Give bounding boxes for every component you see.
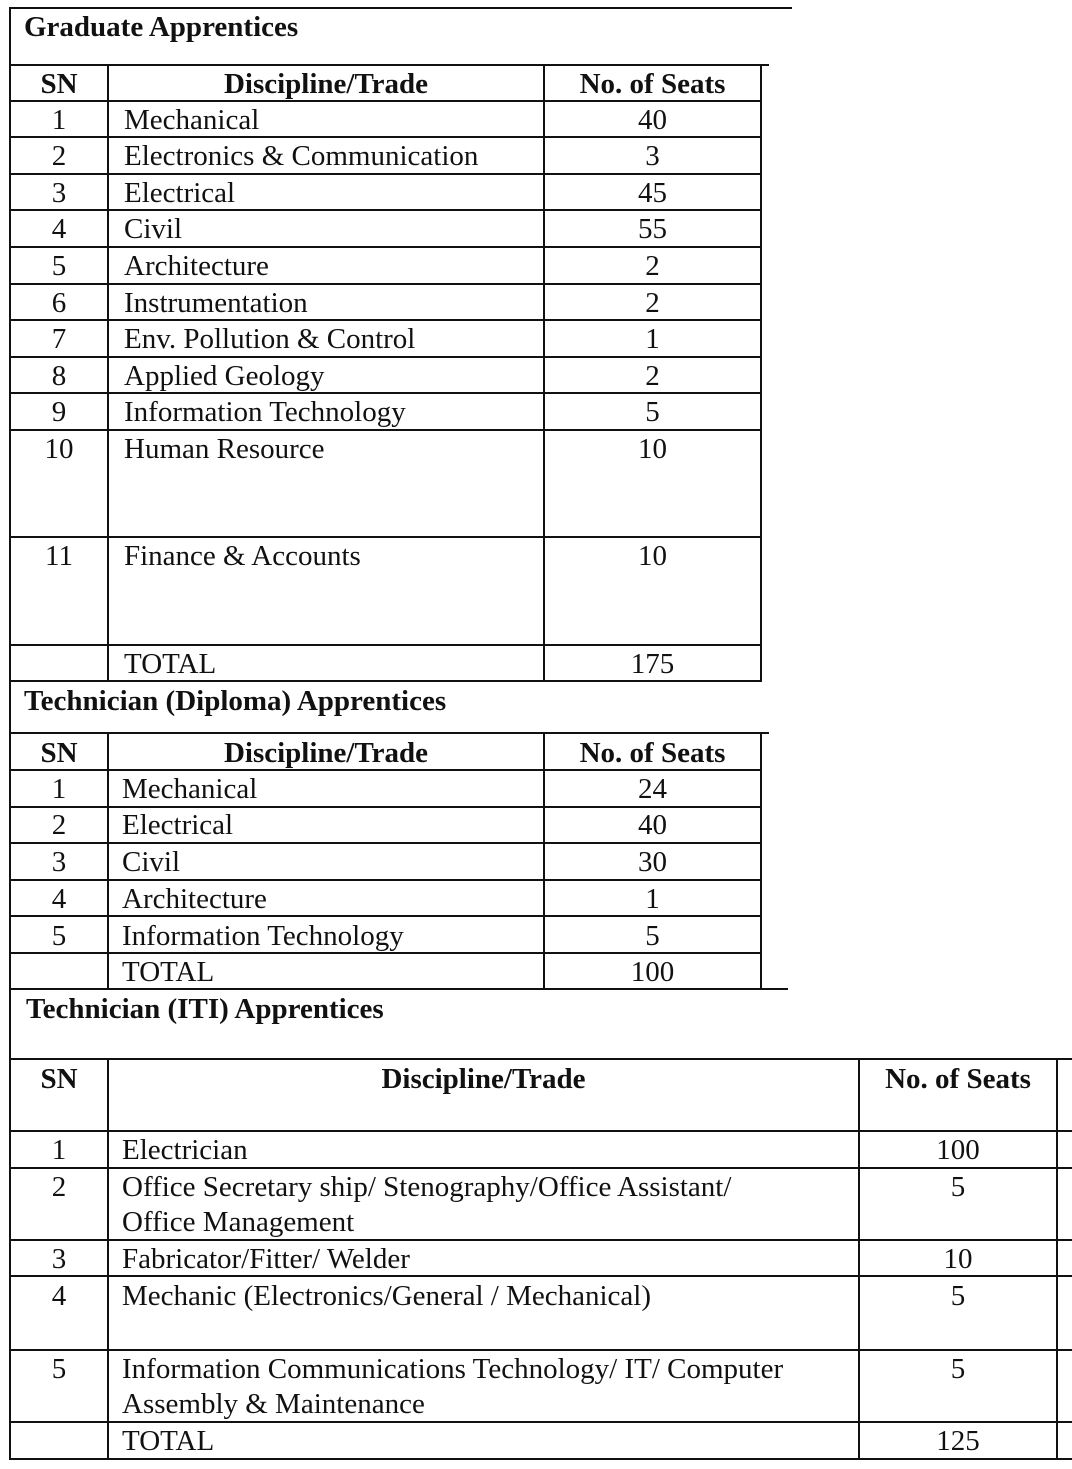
column-header-seats: No. of Seats bbox=[885, 1063, 1031, 1095]
rule bbox=[9, 680, 762, 682]
row-trade: Mechanical bbox=[124, 104, 260, 136]
column-header-trade: Discipline/Trade bbox=[223, 68, 429, 100]
row-trade: Human Resource bbox=[124, 433, 325, 465]
row-seats: 5 bbox=[645, 920, 660, 952]
row-trade: Office Secretary ship/ Stenography/Office Assistant/ Office Management bbox=[122, 1171, 732, 1238]
rule bbox=[9, 283, 762, 285]
rule bbox=[107, 64, 109, 681]
rule bbox=[9, 319, 762, 321]
row-trade: Fabricator/Fitter/ Welder bbox=[122, 1243, 410, 1275]
row-trade: Civil bbox=[122, 846, 181, 878]
row-trade: Information Communications Technology/ IT/ Computer Assembly & Maintenance bbox=[122, 1353, 784, 1420]
row-sn: 3 bbox=[51, 1243, 67, 1275]
rule bbox=[760, 732, 762, 989]
total-seats: 100 bbox=[630, 956, 675, 988]
row-sn: 11 bbox=[45, 540, 73, 572]
section-title: Technician (ITI) Apprentices bbox=[26, 993, 384, 1025]
row-trade: Architecture bbox=[124, 250, 269, 282]
row-seats: 3 bbox=[645, 140, 660, 172]
rule bbox=[107, 1058, 109, 1460]
rule bbox=[9, 1349, 1072, 1351]
row-seats: 55 bbox=[638, 213, 667, 245]
rule bbox=[9, 1458, 1072, 1460]
rule bbox=[9, 64, 769, 66]
rule bbox=[9, 842, 762, 844]
rule bbox=[9, 988, 788, 990]
row-sn: 2 bbox=[51, 1171, 67, 1203]
rule bbox=[9, 806, 762, 808]
rule bbox=[9, 392, 762, 394]
row-sn: 4 bbox=[51, 213, 67, 245]
total-label: TOTAL bbox=[122, 1425, 215, 1457]
rule bbox=[9, 246, 762, 248]
row-seats: 1 bbox=[645, 323, 660, 355]
rule bbox=[9, 136, 762, 138]
total-seats: 175 bbox=[630, 648, 675, 680]
row-trade: Civil bbox=[124, 213, 183, 245]
column-header-sn: SN bbox=[40, 68, 78, 100]
row-sn: 4 bbox=[51, 883, 67, 915]
rule bbox=[9, 644, 762, 646]
row-sn: 9 bbox=[51, 396, 67, 428]
row-trade: Instrumentation bbox=[124, 287, 308, 319]
column-header-seats: No. of Seats bbox=[579, 737, 726, 769]
rule bbox=[1056, 1058, 1058, 1460]
row-trade: Env. Pollution & Control bbox=[124, 323, 416, 355]
row-sn: 3 bbox=[51, 846, 67, 878]
row-seats: 2 bbox=[645, 360, 660, 392]
rule bbox=[9, 952, 762, 954]
row-trade: Mechanical bbox=[122, 773, 258, 805]
row-sn: 2 bbox=[51, 140, 67, 172]
row-trade: Information Technology bbox=[122, 920, 404, 952]
rule bbox=[9, 7, 792, 9]
column-header-seats: No. of Seats bbox=[579, 68, 726, 100]
rule bbox=[9, 1130, 1072, 1132]
rule bbox=[9, 769, 762, 771]
total-seats: 125 bbox=[936, 1425, 980, 1457]
row-seats: 45 bbox=[638, 177, 667, 209]
row-seats: 40 bbox=[638, 104, 667, 136]
rule bbox=[9, 209, 762, 211]
rule bbox=[9, 879, 762, 881]
row-seats: 30 bbox=[638, 846, 667, 878]
row-sn: 3 bbox=[51, 177, 67, 209]
row-seats: 10 bbox=[638, 540, 667, 572]
row-sn: 4 bbox=[51, 1280, 67, 1312]
row-seats: 5 bbox=[950, 1171, 966, 1203]
row-sn: 5 bbox=[51, 1353, 67, 1385]
section-title: Graduate Apprentices bbox=[24, 11, 299, 43]
row-sn: 7 bbox=[51, 323, 67, 355]
row-seats: 10 bbox=[638, 433, 667, 465]
row-seats: 5 bbox=[950, 1353, 966, 1385]
column-header-sn: SN bbox=[40, 737, 78, 769]
row-seats: 24 bbox=[638, 773, 667, 805]
row-sn: 2 bbox=[51, 809, 67, 841]
row-trade: Mechanic (Electronics/General / Mechanical) bbox=[122, 1280, 651, 1312]
rule bbox=[107, 732, 109, 989]
row-sn: 1 bbox=[51, 1134, 67, 1166]
row-sn: 5 bbox=[51, 920, 67, 952]
column-header-sn: SN bbox=[40, 1063, 78, 1095]
total-label: TOTAL bbox=[124, 648, 217, 680]
total-label: TOTAL bbox=[122, 956, 215, 988]
row-sn: 1 bbox=[51, 773, 67, 805]
rule bbox=[9, 429, 762, 431]
rule bbox=[9, 1058, 1072, 1060]
rule bbox=[9, 173, 762, 175]
row-trade: Architecture bbox=[122, 883, 267, 915]
row-seats: 100 bbox=[936, 1134, 980, 1166]
column-header-trade: Discipline/Trade bbox=[381, 1063, 586, 1095]
row-sn: 10 bbox=[44, 433, 74, 465]
row-trade: Applied Geology bbox=[124, 360, 325, 392]
rule bbox=[9, 915, 762, 917]
row-trade: Electronics & Communication bbox=[124, 140, 479, 172]
rule bbox=[9, 1167, 1072, 1169]
row-seats: 40 bbox=[638, 809, 667, 841]
column-header-trade: Discipline/Trade bbox=[223, 737, 429, 769]
row-seats: 2 bbox=[645, 250, 660, 282]
row-trade: Information Technology bbox=[124, 396, 406, 428]
rule bbox=[9, 536, 762, 538]
rule bbox=[9, 732, 769, 734]
row-sn: 6 bbox=[51, 287, 67, 319]
row-seats: 5 bbox=[645, 396, 660, 428]
section-title: Technician (Diploma) Apprentices bbox=[24, 685, 447, 717]
row-sn: 8 bbox=[51, 360, 67, 392]
row-trade: Electrical bbox=[124, 177, 236, 209]
row-sn: 1 bbox=[51, 104, 67, 136]
row-trade: Electrical bbox=[122, 809, 234, 841]
rule bbox=[760, 64, 762, 681]
row-trade: Finance & Accounts bbox=[124, 540, 361, 572]
row-seats: 2 bbox=[645, 287, 660, 319]
row-seats: 10 bbox=[943, 1243, 973, 1275]
row-seats: 1 bbox=[645, 883, 660, 915]
rule bbox=[9, 1275, 1072, 1277]
rule bbox=[9, 100, 762, 102]
row-seats: 5 bbox=[950, 1280, 966, 1312]
row-trade: Electrician bbox=[122, 1134, 248, 1166]
rule bbox=[9, 356, 762, 358]
row-sn: 5 bbox=[51, 250, 67, 282]
